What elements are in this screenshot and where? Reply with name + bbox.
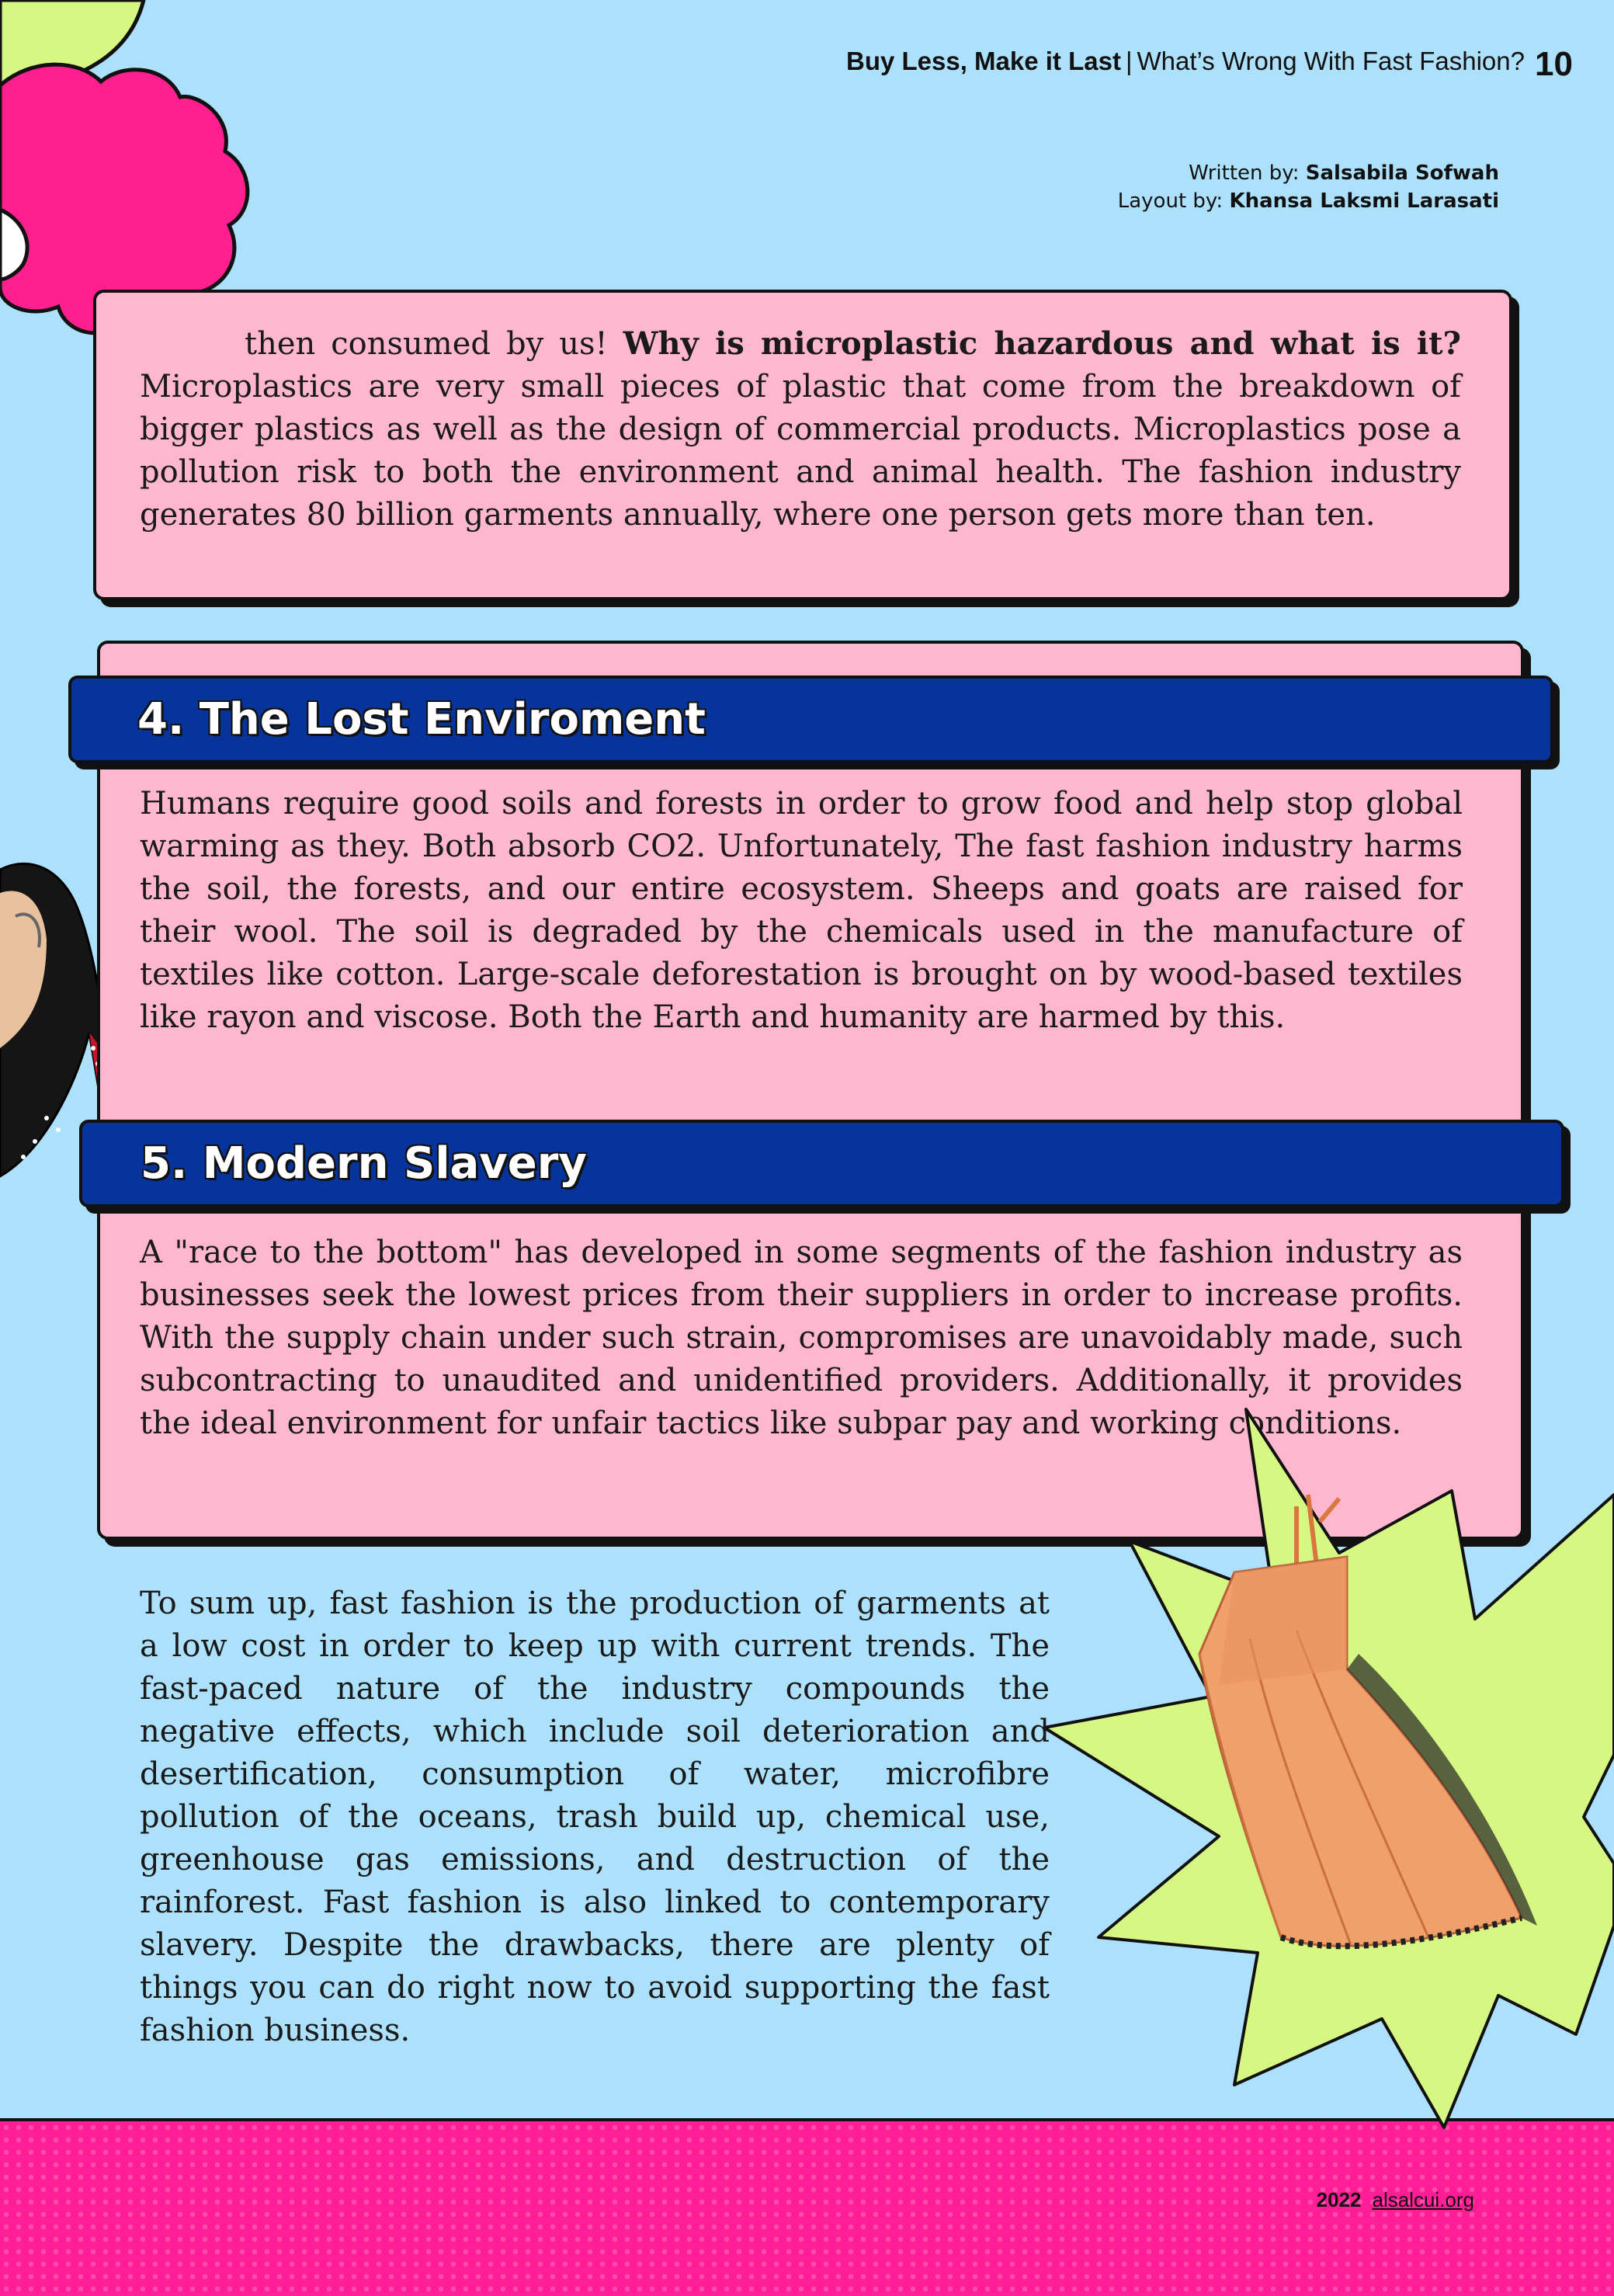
article-title: What’s Wrong With Fast Fashion? (1137, 47, 1525, 75)
section4-banner (68, 676, 1553, 763)
footer-text (1317, 2188, 1474, 2212)
written-label: Written by: (1189, 162, 1300, 185)
section4-paragraph: Humans require good soils and forests in order to grow food and help stop global warming as they. Both absorb CO2. Unfortunately, The fast fashion industry harms the soil, the forests, and our entire ecosystem. Sheeps and goats are raised for their wool. The soil is degraded by the chemicals used in the manufacture of textiles like cotton. Large-scale deforestation is brought on by wood-based textiles like rayon and viscose. Both the Earth and humanity are harmed by this. (140, 786, 1463, 1035)
conclusion-paragraph: To sum up, fast fashion is the production of garments at a low cost in order to keep up with current trends. The fast-paced nature of the industry compounds the negative effects, which include soil deterioration and desertification, consumption of water, microfibre pollution of the oceans, trash build up, chemical use, greenhouse gas emissions, and destruction of the rainforest. Fast fashion is also linked to contemporary slavery. Despite the drawbacks, there are plenty of things you can do right now to avoid supporting the fast fashion business. (140, 1586, 1050, 2048)
magazine-title: Buy Less, Make it Last (845, 47, 1121, 75)
layout-label: Layout by: (1117, 189, 1224, 213)
running-header: Buy Less, Make it Last | What’s Wrong With Fast Fashion? (845, 47, 1525, 75)
intro-question: Why is microplastic hazardous and what is it? (623, 325, 1461, 362)
starburst-dress-graphic (1040, 1382, 1614, 2159)
intro-body: Microplastics are very small pieces of plastic that come from the breakdown of bigger plastics as well as the design of commercial products. Microplastics pose a pollution risk to both the environment and animal health. The fashion industry generates 80 billion garments annually, where one person gets more than ten. (140, 369, 1461, 533)
intro-box (93, 290, 1512, 600)
section4-title: 4. The Lost Enviroment (137, 694, 706, 745)
credits (1118, 159, 1499, 215)
writer-name: Salsabila Sofwah (1305, 162, 1499, 185)
section5-paragraph: A "race to the bottom" has developed in some segments of the fashion industry as businesses seek the lowest prices from their suppliers in order to increase profits. With the supply chain under such strain, compromises are unavoidably made, such subcontracting to unaudited and unidentified providers. Additionally, it provides the ideal environment for unfair tactics like subpar pay and working conditions. (140, 1235, 1463, 1441)
page-number: 10 (1535, 45, 1573, 83)
intro-paragraph (140, 322, 1461, 537)
layout-artist-name: Khansa Laksmi Larasati (1229, 189, 1499, 213)
section5-title: 5. Modern Slavery (141, 1138, 587, 1189)
intro-lead: then consumed by us! (245, 326, 608, 362)
footer-year: 2022 (1316, 2188, 1362, 2211)
section5-banner (79, 1120, 1564, 1207)
footer-site-link[interactable]: alsalcui.org (1372, 2188, 1474, 2211)
